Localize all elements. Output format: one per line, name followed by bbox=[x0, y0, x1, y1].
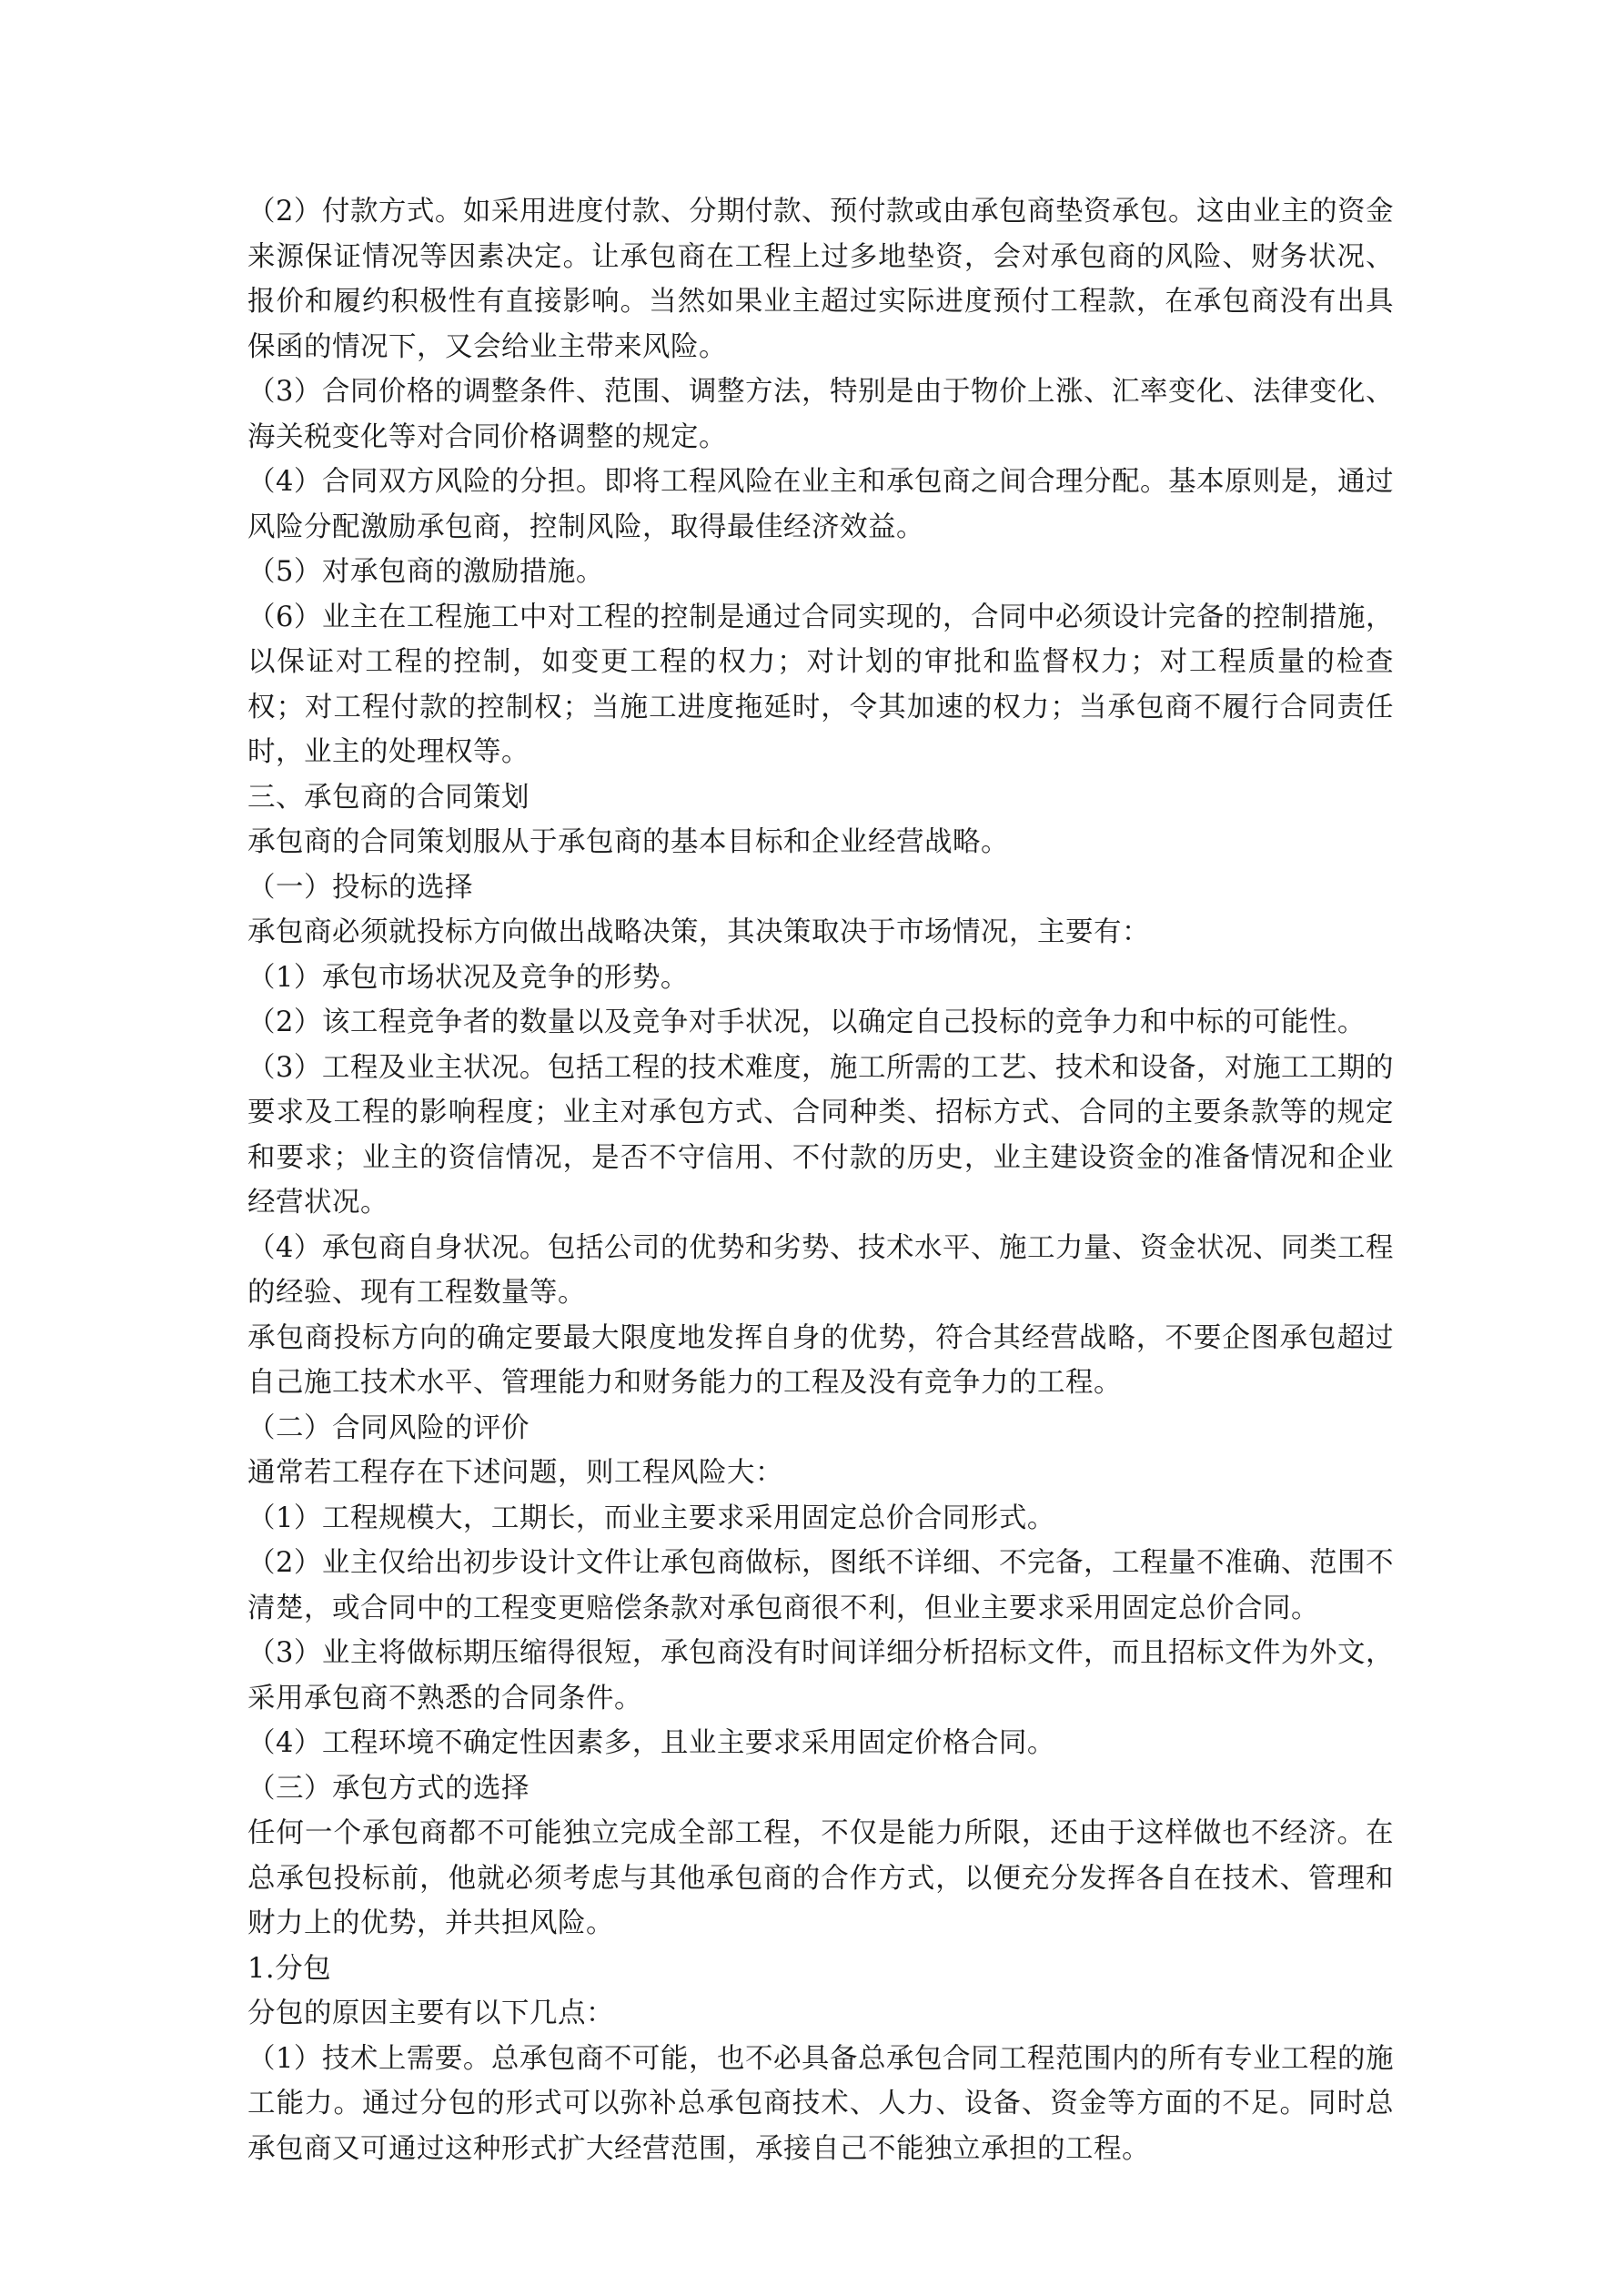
subheading-bid-selection: （一）投标的选择 bbox=[247, 871, 473, 904]
subheading-risk-evaluation: （二）合同风险的评价 bbox=[247, 1411, 530, 1444]
paragraph-incentives: （5）对承包商的激励措施。 bbox=[247, 556, 604, 588]
paragraph-risk-sharing: （4）合同双方风险的分担。即将工程风险在业主和承包商之间合理分配。基本原则是，通过风险分配激励承包商，控制风险，取得最佳经济效益。 bbox=[247, 466, 1394, 543]
paragraph-price-adjustment: （3）合同价格的调整条件、范围、调整方法，特别是由于物价上涨、汇率变化、法律变化、海关税变化等对合同价格调整的规定。 bbox=[247, 376, 1394, 453]
list-item-technical-need: （1）技术上需要。总承包商不可能，也不必具备总承包合同工程范围内的所有专业工程的施工能力。通过分包的形式可以弥补总承包商技术、人力、设备、资金等方面的不足。同时总承包商又可通过这种形式扩大经营范围，承接自己不能独立承担的工程。 bbox=[247, 2042, 1394, 2165]
list-item-contractor-self: （4）承包商自身状况。包括公司的优势和劣势、技术水平、施工力量、资金状况、同类工程的经验、现有工程数量等。 bbox=[247, 1231, 1394, 1309]
paragraph-owner-control: （6）业主在工程施工中对工程的控制是通过合同实现的，合同中必须设计完备的控制措施，以保证对工程的控制，如变更工程的权力；对计划的审批和监督权力；对工程质量的检查权；对工程付款的控制权；当施工进度拖延时，令其加速的权力；当承包商不履行合同责任时，业主的处理权等。 bbox=[247, 601, 1394, 768]
paragraph-subcontract-reasons: 分包的原因主要有以下几点： bbox=[247, 1998, 614, 2029]
paragraph-cooperation: 任何一个承包商都不可能独立完成全部工程，不仅是能力所限，还由于这样做也不经济。在总承包投标前，他就必须考虑与其他承包商的合作方式，以便充分发挥各自在技术、管理和财力上的优势，并共担风险。 bbox=[247, 1817, 1394, 1939]
subheading-contract-mode: （三）承包方式的选择 bbox=[247, 1772, 530, 1805]
paragraph-payment-method: （2）付款方式。如采用进度付款、分期付款、预付款或由承包商垫资承包。这由业主的资金来源保证情况等因素决定。让承包商在工程上过多地垫资，会对承包商的风险、财务状况、报价和履约积极性有直接影响。当然如果业主超过实际进度预付工程款，在承包商没有出具保函的情况下，又会给业主带来风险。 bbox=[247, 196, 1394, 363]
paragraph-bid-direction: 承包商投标方向的确定要最大限度地发挥自身的优势，符合其经营战略，不要企图承包超过自己施工技术水平、管理能力和财务能力的工程及没有竞争力的工程。 bbox=[247, 1321, 1394, 1399]
list-item-project-owner: （3）工程及业主状况。包括工程的技术难度，施工所需的工艺、技术和设备，对施工工期的要求及工程的影响程度；业主对承包方式、合同种类、招标方式、合同的主要条款等的规定和要求；业主的资信情况，是否不守信用、不付款的历史，业主建设资金的准备情况和企业经营状况。 bbox=[247, 1051, 1394, 1219]
heading-subcontract: 1.分包 bbox=[247, 1952, 332, 1985]
list-item-risk-bid-period: （3）业主将做标期压缩得很短，承包商没有时间详细分析招标文件，而且招标文件为外文，采用承包商不熟悉的合同条件。 bbox=[247, 1637, 1394, 1714]
paragraph-bid-decision: 承包商必须就投标方向做出战略决策，其决策取决于市场情况，主要有： bbox=[247, 916, 1150, 948]
paragraph-contractor-planning-intro: 承包商的合同策划服从于承包商的基本目标和企业经营战略。 bbox=[247, 826, 1009, 858]
list-item-risk-design: （2）业主仅给出初步设计文件让承包商做标，图纸不详细、不完备，工程量不准确、范围不清楚，或合同中的工程变更赔偿条款对承包商很不利，但业主要求采用固定总价合同。 bbox=[247, 1547, 1394, 1624]
list-item-risk-scale: （1）工程规模大，工期长，而业主要求采用固定总价合同形式。 bbox=[247, 1502, 1055, 1534]
list-item-competitors: （2）该工程竞争者的数量以及竞争对手状况，以确定自己投标的竞争力和中标的可能性。 bbox=[247, 1006, 1366, 1038]
list-item-market: （1）承包市场状况及竞争的形势。 bbox=[247, 961, 689, 994]
paragraph-risk-intro: 通常若工程存在下述问题，则工程风险大： bbox=[247, 1457, 783, 1489]
section-heading-contractor-planning: 三、承包商的合同策划 bbox=[247, 781, 530, 814]
list-item-risk-environment: （4）工程环境不确定性因素多，且业主要求采用固定价格合同。 bbox=[247, 1727, 1055, 1759]
document-page bbox=[247, 189, 1394, 2171]
